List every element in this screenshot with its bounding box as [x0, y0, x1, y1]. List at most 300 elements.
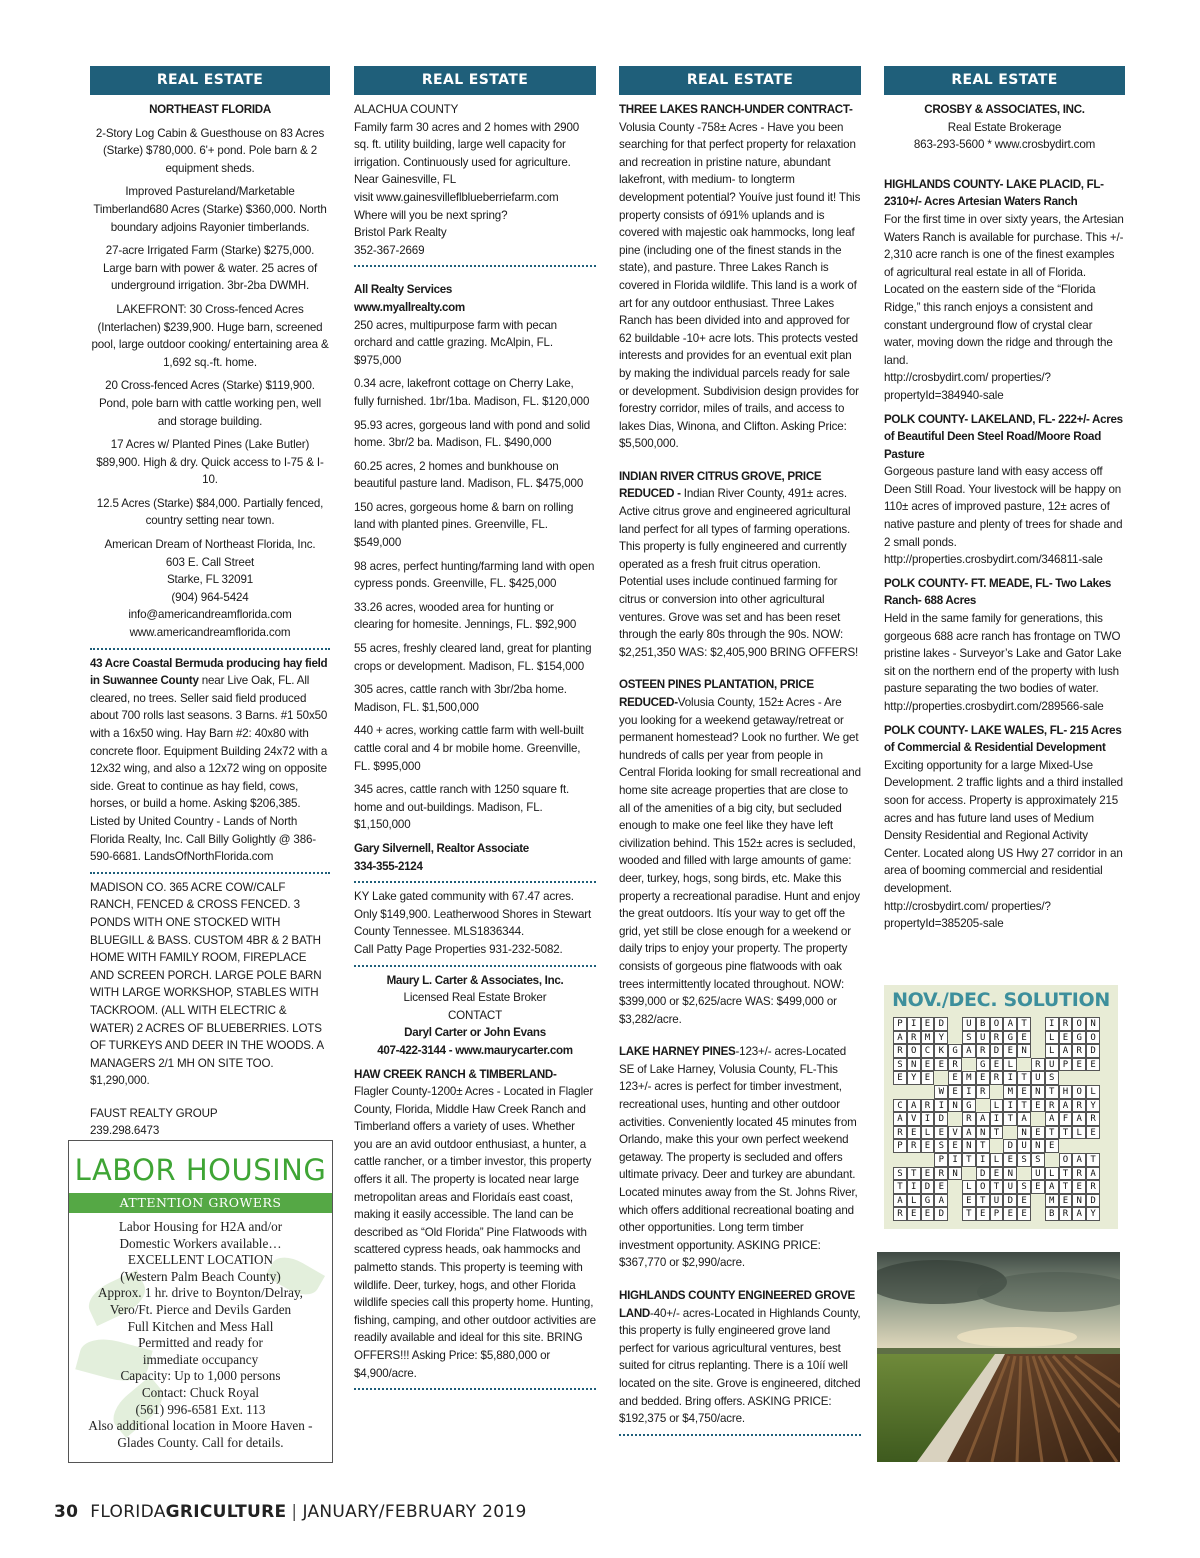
crossword-cell: Y	[934, 1031, 948, 1045]
dotted-divider	[354, 1388, 596, 1390]
crossword-cell: O	[1072, 1017, 1086, 1031]
crossword-cell: N	[1031, 1139, 1045, 1153]
listing-body: Gorgeous pasture land with easy access off Deen Still Road. Your livestock will be happy on 110± acres of improved pasture, 12± acres of native pasture and plenty of trees for shade and 2 small ponds. http://properties.crosbydirt.com/346811-sale	[884, 465, 1123, 567]
crossword-blank-cell	[1031, 1207, 1045, 1221]
crossword-cell: T	[990, 1126, 1004, 1140]
crossword-cell: P	[893, 1139, 907, 1153]
crossword-cell: L	[1003, 1058, 1017, 1072]
crossword-cell: U	[1031, 1167, 1045, 1181]
listing-title: POLK COUNTY- LAKELAND, FL- 222+/- Acres of Beautiful Deen Steel Road/Moore Road Pasture	[884, 412, 1123, 461]
crossword-cell: R	[990, 1031, 1004, 1045]
listing-body: Exciting opportunity for a large Mixed-Use Development. 2 traffic lights and a third installed soon for access. Property is approximately 215 acres and has future land uses of Medium Density Residential and Regional Activity Center. Located along US Hwy 27 corridor in an area of booming commercial and residential development. http://crosbydirt.com/ properties/?propertyId=385205-sale	[884, 758, 1123, 931]
crossword-cell: A	[893, 1031, 907, 1045]
crossword-cell: E	[921, 1058, 935, 1072]
crossword-cell: E	[921, 1207, 935, 1221]
crossword-cell: E	[990, 1058, 1004, 1072]
crossword-cell: N	[948, 1167, 962, 1181]
dotted-divider	[354, 265, 596, 267]
crossword-cell: E	[1059, 1194, 1073, 1208]
listing-body: Volusia County, 152± Acres - Are you looking for a weekend getaway/retreat or permanent homestead? Look no further. We get hundreds of calls per year from people in Central Florida looking for small recreational and home site acreage properties that are close to all of the amenities of a big city, but secluded enough to make one feel like they have left civilization behind. This 152± acres is secluded, wooded and filled with large amounts of game: deer, turkey, hogs, song birds, etc. Make this property a recreational paradise. Hunt and enjoy the great outdoors. Itís your way to get off the grid, yet still be close enough for a weekend or daily trips to enjoy your property. The property consists of gorgeous pine flatwoods with oak trees intermittently located throughout. NOW: $399,000 or $2,625/acre WAS: $499,000 or $3,282/acre.	[619, 696, 861, 1026]
crossword-cell: I	[976, 1153, 990, 1167]
listing: Improved Pastureland/Marketable Timberland680 Acres (Starke) $360,000. North boundary adjoins Rayonier timberlands.	[93, 185, 327, 234]
farm-field-photo	[877, 1252, 1120, 1462]
crossword-cell: V	[948, 1126, 962, 1140]
crossword-blank-cell	[990, 1139, 1004, 1153]
ad-line: Approx. 1 hr. drive to Boynton/Delray,	[98, 1285, 303, 1301]
dotted-divider	[90, 648, 330, 650]
crossword-cell: N	[976, 1126, 990, 1140]
agency-name: Maury L. Carter & Associates, Inc.	[386, 973, 564, 987]
crossword-cell: A	[1072, 1207, 1086, 1221]
crossword-cell: W	[934, 1085, 948, 1099]
crossword-cell: P	[893, 1017, 907, 1031]
crossword-cell: E	[1086, 1126, 1100, 1140]
crossword-cell: R	[893, 1126, 907, 1140]
crossword-blank-cell	[1086, 1071, 1100, 1085]
crossword-cell: E	[1003, 1044, 1017, 1058]
crossword-cell: L	[1045, 1167, 1059, 1181]
crossword-cell: D	[934, 1017, 948, 1031]
listing: KY Lake gated community with 67.47 acres. Only $149,900. Leatherwood Shores in Stewart County Tennessee. MLS1836344. Call Patty Page Properties 931-232-5082.	[354, 890, 592, 956]
contact-label: CONTACT	[447, 1008, 503, 1022]
crossword-cell: L	[921, 1126, 935, 1140]
crossword-cell: K	[934, 1044, 948, 1058]
page-number: 30	[54, 1502, 79, 1522]
crossword-grid	[893, 1017, 1100, 1221]
ad-line: Also additional location in Moore Haven -	[88, 1418, 313, 1434]
crossword-cell: Y	[1086, 1099, 1100, 1113]
crossword-cell: E	[1031, 1099, 1045, 1113]
crossword-cell: C	[893, 1099, 907, 1113]
section-header: REAL ESTATE	[90, 66, 330, 95]
crossword-cell: S	[893, 1058, 907, 1072]
listing: 305 acres, cattle ranch with 3br/2ba home. Madison, FL. $1,500,000	[354, 683, 567, 714]
listing-body: Held in the same family for generations, this gorgeous 688 acre ranch has frontage on TWO pristine lakes - Surveyor’s Lake and Gator Lake sit on the northern end of the property with lush pasture separating the two bodies of water. http://properties.crosbydirt.com/289566-sale	[884, 612, 1122, 713]
crossword-cell: T	[1017, 1017, 1031, 1031]
crossword-cell: R	[907, 1031, 921, 1045]
crossword-cell: L	[1086, 1085, 1100, 1099]
crossword-cell: I	[1045, 1017, 1059, 1031]
crossword-cell: T	[1017, 1071, 1031, 1085]
crossword-cell: D	[1086, 1194, 1100, 1208]
crossword-blank-cell	[893, 1153, 907, 1167]
crossword-cell: U	[1031, 1071, 1045, 1085]
crossword-cell: H	[1059, 1085, 1073, 1099]
crossword-cell: E	[1045, 1139, 1059, 1153]
listing-body: -40+/- acres-Located in Highlands County, this property is fully engineered grove land perfect for various agricultural ventures, best suited for citrus replanting. There is a 10íí well located on the site. Grove is engineered, ditched and bedded. Bring offers. ASKING PRICE: $192,375 or $4,750/acre.	[619, 1306, 861, 1426]
crossword-cell: I	[1003, 1071, 1017, 1085]
crossword-cell: E	[921, 1017, 935, 1031]
crossword-cell: R	[1072, 1099, 1086, 1113]
listing-body: -123+/- acres-Located SE of Lake Harney, Volusia County, FL-This 123+/- acres is perfect for timber investment, recreational uses, hunting and other outdoor activities. Conveniently located 45 minutes from Orlando, make this your own perfect weekend getaway. The property is secluded and offers ultimate privacy. Deer and turkey are abundant. Located minutes away from the St. Johns River, which offers additional recreational boating and other opportunities. Long term timber investment opportunity. ASKING PRICE: $367,770 or $2,990/acre.	[619, 1045, 858, 1270]
agency-phone: 863-293-5600 * www.crosbydirt.com	[913, 138, 1096, 152]
listing	[619, 468, 861, 662]
contact-line: Starke, FL 32091	[166, 573, 254, 587]
dotted-divider	[619, 1434, 861, 1436]
crossword-blank-cell	[948, 1180, 962, 1194]
listing: MADISON CO. 365 ACRE COW/CALF RANCH, FENCED & CROSS FENCED. 3 PONDS WITH ONE STOCKED WITH BLUEGILL & BASS. CUSTOM 4BR & 2 BATH HOME WITH FAMILY ROOM, FIREPLACE AND SCREEN PORCH. LARGE POLE BARN WITH LARGE WORKSHOP, STABLES WITH TACKROOM. (ALL WITH ELECTRIC & WATER) 2 ACRES OF BLUEBERRIES. LOTS OF TURKEYS AND DEER IN THE WOODS. A MANAGERS 2/1 MH ON SITE TOO. $1,290,000.	[90, 880, 324, 1088]
listing: 440 + acres, working cattle farm with well-built cattle coral and 4 br mobile home. Greenville, FL. $995,000	[354, 724, 584, 773]
crossword-cell: E	[921, 1071, 935, 1085]
dotted-divider	[354, 965, 596, 967]
listing: 95.93 acres, gorgeous land with pond and solid home. 3br/2 ba. Madison, FL. $490,000	[354, 418, 591, 450]
crossword-cell: E	[921, 1139, 935, 1153]
contact-line: 603 E. Call Street	[165, 555, 255, 569]
crossword-cell: O	[1072, 1085, 1086, 1099]
crossword-cell: N	[1017, 1044, 1031, 1058]
crossword-cell: R	[1086, 1180, 1100, 1194]
crossword-cell: E	[1017, 1085, 1031, 1099]
magazine-brand-bold: GRICULTURE	[165, 1502, 287, 1522]
listing: 2-Story Log Cabin & Guesthouse on 83 Acres (Starke) $780,000. 6'+ pond. Pole barn & 2 equipment sheds.	[95, 126, 325, 175]
crossword-cell: P	[1059, 1058, 1073, 1072]
crossword-cell: Y	[1086, 1207, 1100, 1221]
crossword-cell: S	[893, 1167, 907, 1181]
crossword-blank-cell	[990, 1085, 1004, 1099]
listing-title: OSTEEN PINES PLANTATION, PRICE REDUCED-	[619, 678, 814, 709]
crossword-cell: R	[893, 1044, 907, 1058]
crossword-cell: T	[1086, 1153, 1100, 1167]
listing-title: HIGHLANDS COUNTY ENGINEERED GROVE LAND	[619, 1289, 855, 1320]
listing	[619, 1287, 861, 1428]
crossword-cell: U	[990, 1194, 1004, 1208]
crossword-cell: T	[1003, 1112, 1017, 1126]
crossword-cell: T	[976, 1139, 990, 1153]
listing-title: POLK COUNTY- FT. MEADE, FL- Two Lakes Ranch- 688 Acres	[884, 576, 1112, 608]
crossword-cell: E	[1017, 1194, 1031, 1208]
crossword-cell: C	[921, 1044, 935, 1058]
crossword-cell: E	[907, 1207, 921, 1221]
column-3	[619, 66, 861, 1441]
ad-title: LABOR HOUSING	[74, 1153, 327, 1187]
crossword-cell: G	[921, 1194, 935, 1208]
crossword-cell: T	[1059, 1167, 1073, 1181]
crossword-cell: S	[1045, 1071, 1059, 1085]
crossword-cell: N	[907, 1058, 921, 1072]
crossword-blank-cell	[1045, 1153, 1059, 1167]
listing-title: HAW CREEK RANCH & TIMBERLAND-	[354, 1067, 557, 1081]
crossword-cell: R	[976, 1044, 990, 1058]
crossword-cell: E	[1072, 1180, 1086, 1194]
crossword-cell: L	[1072, 1126, 1086, 1140]
crossword-cell: E	[934, 1180, 948, 1194]
listing: 55 acres, freshly cleared land, great for planting crops or development. Madison, FL. $154,000	[354, 642, 592, 673]
crossword-cell: U	[1003, 1180, 1017, 1194]
ad-body	[69, 1219, 332, 1451]
listing	[90, 655, 330, 866]
crossword-cell: A	[1059, 1099, 1073, 1113]
crossword-cell: E	[948, 1071, 962, 1085]
crossword-blank-cell	[893, 1085, 907, 1099]
crossword-cell: T	[1045, 1085, 1059, 1099]
crossword-cell: R	[1072, 1044, 1086, 1058]
crossword-cell: R	[976, 1085, 990, 1099]
crossword-blank-cell	[948, 1017, 962, 1031]
crossword-cell: E	[976, 1071, 990, 1085]
crossword-cell: A	[1017, 1112, 1031, 1126]
crossword-cell: E	[990, 1167, 1004, 1181]
crossword-cell: A	[893, 1194, 907, 1208]
column-1	[90, 66, 330, 1153]
crossword-blank-cell	[1031, 1112, 1045, 1126]
crossword-blank-cell	[1031, 1194, 1045, 1208]
crossword-blank-cell	[1086, 1139, 1100, 1153]
crossword-cell: T	[962, 1207, 976, 1221]
crossword-cell: G	[1072, 1031, 1086, 1045]
listing-title: INDIAN RIVER CITRUS GROVE, PRICE REDUCED -	[619, 469, 822, 501]
crossword-cell: I	[1003, 1099, 1017, 1113]
labor-housing-ad	[68, 1140, 333, 1463]
crossword-cell: G	[948, 1044, 962, 1058]
contact-line: (904) 964-5424	[171, 590, 249, 604]
agent-phone: 334-355-2124	[354, 859, 423, 873]
listing: 12.5 Acres (Starke) $84,000. Partially fenced, country setting near town.	[96, 496, 324, 528]
crossword-cell: E	[1003, 1153, 1017, 1167]
listing-body: Indian River County, 491± acres. Active citrus grove and engineered agricultural land perfect for all types of farming operations. This property is fully engineered and currently operated as a fresh fruit citrus operation. Potential uses include continued farming for citrus or conversion into other agricultural ventures. Grove was set and has been reset through the early 80s through the 90s. NOW: $2,251,350 WAS: $2,405,900 BRING OFFERS!	[619, 487, 859, 659]
crossword-cell: T	[1045, 1126, 1059, 1140]
crossword-cell: G	[976, 1058, 990, 1072]
crossword-cell: L	[962, 1180, 976, 1194]
crossword-cell: B	[1045, 1207, 1059, 1221]
crossword-cell: M	[962, 1071, 976, 1085]
crossword-blank-cell	[1072, 1139, 1086, 1153]
crossword-cell: D	[990, 1044, 1004, 1058]
crossword-cell: I	[921, 1112, 935, 1126]
listing-body: For the first time in over sixty years, the Artesian Waters Ranch is available for purchase. This +/- 2,310 acre ranch is one of the finest examples of agricultural real estate in all of Florida. Located on the eastern side of the “Florida Ridge,” this ranch enjoys a consistent and constant underground flow of crystal clear water, moving down the ridge and through the land. http://crosbydirt.com/ properties/?propertyId=384940-sale	[884, 212, 1124, 402]
crossword-cell: O	[990, 1017, 1004, 1031]
crossword-cell: O	[1086, 1031, 1100, 1045]
crossword-cell: D	[1086, 1044, 1100, 1058]
crossword-cell: E	[1086, 1058, 1100, 1072]
crossword-cell: A	[1045, 1180, 1059, 1194]
crossword-blank-cell	[934, 1071, 948, 1085]
crossword-cell: U	[1017, 1139, 1031, 1153]
crossword-cell: R	[1031, 1058, 1045, 1072]
crossword-cell: M	[1003, 1085, 1017, 1099]
crossword-cell: G	[962, 1099, 976, 1113]
listing	[619, 676, 861, 1028]
crossword-blank-cell	[976, 1099, 990, 1113]
crossword-blank-cell	[1031, 1017, 1045, 1031]
ad-line: immediate occupancy	[142, 1351, 259, 1367]
crossword-cell: S	[1017, 1153, 1031, 1167]
contact-block	[90, 1105, 330, 1140]
crossword-cell: L	[990, 1153, 1004, 1167]
listing: 250 acres, multipurpose farm with pecan orchard and cattle grazing. McAlpin, FL. $975,000	[354, 318, 557, 367]
crossword-cell: L	[1045, 1031, 1059, 1045]
contact-block	[90, 536, 330, 642]
crossword-blank-cell	[948, 1207, 962, 1221]
crossword-cell: E	[1017, 1031, 1031, 1045]
crossword-cell: L	[1045, 1044, 1059, 1058]
agency-name: All Realty Services	[354, 283, 453, 297]
crossword-cell: M	[1045, 1194, 1059, 1208]
crossword-cell: S	[962, 1031, 976, 1045]
crossword-cell: N	[1003, 1167, 1017, 1181]
crossword-cell: E	[962, 1194, 976, 1208]
listing: ALACHUA COUNTY Family farm 30 acres and 2 homes with 2900 sq. ft. utility building, large well capacity for irrigation. Continuously used for agriculture. Near Gainesville, FL visit www.gainesvilleflblueberriefarm.com Where will you be next spring? Bristol Park Realty 352-367-2669	[354, 103, 580, 257]
listing-body: Volusia County -758± Acres - Have you been searching for that perfect property for relaxation and recreation in pristine nature, abundant lakefront, with medium- to longterm development potential? Youíve just found it! This property consists of ó91% uplands and is covered with majestic oak hammocks, long leaf pine (including one of the finest stands in the state), and pasture. Three Lakes Ranch is covered in Florida wildlife. This land is a work of art for any outdoor enthusiast. Three Lakes Ranch has been divided into and approved for 62 buildable -10+ acre lots. This protects vested interests and provides for an eventual exit plan by making the individual parcels ready for sale or development. Subdivision design provides for forestry corridor, miles of trails, and access to lakes Dias, Winona, and Clifton. Asking Price: $5,500,000.	[619, 120, 861, 451]
crossword-cell: N	[1072, 1194, 1086, 1208]
crossword-cell: Y	[907, 1071, 921, 1085]
ad-line: Labor Housing for H2A and/or	[118, 1219, 283, 1234]
crossword-cell: R	[1086, 1112, 1100, 1126]
contact-line: 239.298.6473	[90, 1124, 160, 1138]
crossword-cell: T	[990, 1180, 1004, 1194]
contact-line: FAUST REALTY GROUP	[90, 1106, 218, 1120]
listing	[619, 1043, 861, 1272]
crossword-blank-cell	[1059, 1139, 1073, 1153]
crossword-cell: S	[1031, 1153, 1045, 1167]
listing-title: POLK COUNTY- LAKE WALES, FL- 215 Acres of Commercial & Residential Development	[884, 723, 1122, 755]
crossword-blank-cell	[948, 1194, 962, 1208]
crossword-cell: E	[1059, 1031, 1073, 1045]
crossword-cell: A	[1045, 1112, 1059, 1126]
crossword-cell: R	[990, 1071, 1004, 1085]
listing: 98 acres, perfect hunting/farming land with open cypress ponds. Greenville, FL. $425,000	[354, 559, 595, 591]
crossword-cell: R	[1072, 1167, 1086, 1181]
crossword-cell: N	[962, 1139, 976, 1153]
ad-line: Vero/Ft. Pierce and Devils Garden	[109, 1301, 292, 1317]
crossword-cell: D	[1003, 1139, 1017, 1153]
listing: 27-acre Irrigated Farm (Starke) $275,000. Large barn with power & water. 25 acres of underground irrigation. 3br-2ba DWMH.	[102, 244, 318, 293]
crossword-blank-cell	[921, 1153, 935, 1167]
crossword-cell: P	[934, 1153, 948, 1167]
crossword-cell: S	[934, 1139, 948, 1153]
crossword-cell: D	[921, 1180, 935, 1194]
crossword-blank-cell	[1003, 1126, 1017, 1140]
crossword-cell: E	[948, 1085, 962, 1099]
crossword-cell: N	[1017, 1126, 1031, 1140]
crossword-cell: E	[948, 1139, 962, 1153]
agent-name: Gary Silvernell, Realtor Associate	[354, 841, 529, 855]
crossword-cell: L	[907, 1194, 921, 1208]
crossword-blank-cell	[1031, 1031, 1045, 1045]
crossword-cell: B	[976, 1017, 990, 1031]
contact-line: American Dream of Northeast Florida, Inc.	[104, 538, 316, 552]
crossword-cell: R	[893, 1207, 907, 1221]
ad-line: Glades County. Call for details.	[117, 1434, 284, 1450]
crossword-cell: V	[907, 1112, 921, 1126]
crossword-blank-cell	[907, 1085, 921, 1099]
agency-subtitle: Real Estate Brokerage	[947, 120, 1062, 134]
section-header: REAL ESTATE	[884, 66, 1125, 95]
contact-phone: 407-422-3144 - www.maurycarter.com	[377, 1043, 573, 1057]
crossword-cell: I	[907, 1017, 921, 1031]
section-header: REAL ESTATE	[619, 66, 861, 95]
contact-email: info@americandreamflorida.com	[128, 608, 292, 622]
ad-banner: ATTENTION GROWERS	[69, 1193, 332, 1213]
crossword-blank-cell	[948, 1031, 962, 1045]
crossword-blank-cell	[1017, 1058, 1031, 1072]
crossword-cell: E	[1031, 1180, 1045, 1194]
ad-line: (561) 996-6581 Ext. 113	[135, 1401, 266, 1417]
crossword-cell: A	[962, 1126, 976, 1140]
agency-website: www.myallrealty.com	[354, 300, 465, 314]
crossword-blank-cell	[921, 1085, 935, 1099]
crossword-blank-cell	[907, 1153, 921, 1167]
crossword-cell: T	[962, 1153, 976, 1167]
crossword-cell: D	[934, 1207, 948, 1221]
ad-line: Full Kitchen and Mess Hall	[127, 1318, 274, 1334]
listing: 60.25 acres, 2 homes and bunkhouse on beautiful pasture land. Madison, FL. $475,000	[354, 459, 584, 491]
crossword-cell: E	[1072, 1058, 1086, 1072]
crossword-cell: E	[1017, 1207, 1031, 1221]
crossword-solution	[884, 985, 1118, 1229]
crossword-cell: N	[948, 1099, 962, 1113]
crossword-cell: D	[934, 1112, 948, 1126]
crossword-blank-cell	[962, 1058, 976, 1072]
listing: 17 Acres w/ Planted Pines (Lake Butler) $89,900. High & dry. Quick access to I-75 & I-10.	[96, 438, 324, 487]
dotted-divider	[354, 881, 596, 883]
crossword-cell: R	[948, 1058, 962, 1072]
crossword-cell: E	[893, 1071, 907, 1085]
crossword-cell: A	[1059, 1044, 1073, 1058]
crossword-cell: F	[1059, 1112, 1073, 1126]
ad-line: (Western Palm Beach County)	[120, 1268, 281, 1284]
contact-website: www.americandreamflorida.com	[129, 626, 291, 640]
crossword-cell: A	[1086, 1167, 1100, 1181]
crossword-cell: A	[962, 1044, 976, 1058]
crossword-cell: R	[921, 1099, 935, 1113]
farm-field-image	[877, 1252, 1120, 1462]
crossword-cell: U	[1045, 1058, 1059, 1072]
crossword-cell: E	[907, 1126, 921, 1140]
crossword-cell: E	[934, 1058, 948, 1072]
crossword-cell: D	[1003, 1194, 1017, 1208]
ad-line: Domestic Workers available…	[119, 1235, 282, 1251]
listing: 20 Cross-fenced Acres (Starke) $119,900. Pond, pole barn with cattle working pen, well and storage building.	[98, 379, 322, 428]
crossword-cell: R	[1059, 1207, 1073, 1221]
listing-title: HIGHLANDS COUNTY- LAKE PLACID, FL- 2310+/- Acres Artesian Waters Ranch	[884, 177, 1104, 209]
listing: 150 acres, gorgeous home & barn on rolling land with planted pines. Greenville, FL. $549,000	[354, 500, 574, 550]
crossword-cell: E	[921, 1167, 935, 1181]
crossword-cell: T	[976, 1194, 990, 1208]
listing-group	[354, 317, 596, 834]
footer-separator: |	[291, 1502, 298, 1522]
crossword-cell: L	[990, 1099, 1004, 1113]
section-header: REAL ESTATE	[354, 66, 596, 95]
crossword-cell: E	[976, 1207, 990, 1221]
crossword-cell: I	[962, 1085, 976, 1099]
listing	[619, 101, 861, 453]
crossword-cell: G	[1003, 1031, 1017, 1045]
crossword-blank-cell	[962, 1167, 976, 1181]
crossword-cell: S	[1017, 1180, 1031, 1194]
crossword-cell: A	[907, 1099, 921, 1113]
magazine-brand-light: FLORIDA	[90, 1502, 166, 1522]
agency-name: CROSBY & ASSOCIATES, INC.	[924, 103, 1085, 116]
contact-names: Daryl Carter or John Evans	[404, 1026, 546, 1040]
crossword-cell: E	[1031, 1126, 1045, 1140]
listing-title: THREE LAKES RANCH-UNDER CONTRACT-	[619, 103, 853, 116]
crossword-cell: O	[907, 1044, 921, 1058]
listing: 345 acres, cattle ranch with 1250 square ft. home and out-buildings. Madison, FL. $1,150,000	[354, 783, 570, 832]
crossword-cell: T	[1059, 1126, 1073, 1140]
listing-group	[90, 125, 330, 530]
crossword-cell: P	[990, 1207, 1004, 1221]
crossword-cell: A	[1072, 1112, 1086, 1126]
crossword-cell: I	[907, 1180, 921, 1194]
listing-title: NORTHEAST FLORIDA	[149, 103, 271, 116]
crossword-cell: O	[976, 1180, 990, 1194]
crossword-blank-cell	[948, 1112, 962, 1126]
crossword-cell: M	[921, 1031, 935, 1045]
crossword-cell: I	[990, 1112, 1004, 1126]
listing-title: LAKE HARNEY PINES	[619, 1045, 736, 1059]
crossword-cell: T	[1059, 1180, 1073, 1194]
crossword-blank-cell	[1072, 1071, 1086, 1085]
